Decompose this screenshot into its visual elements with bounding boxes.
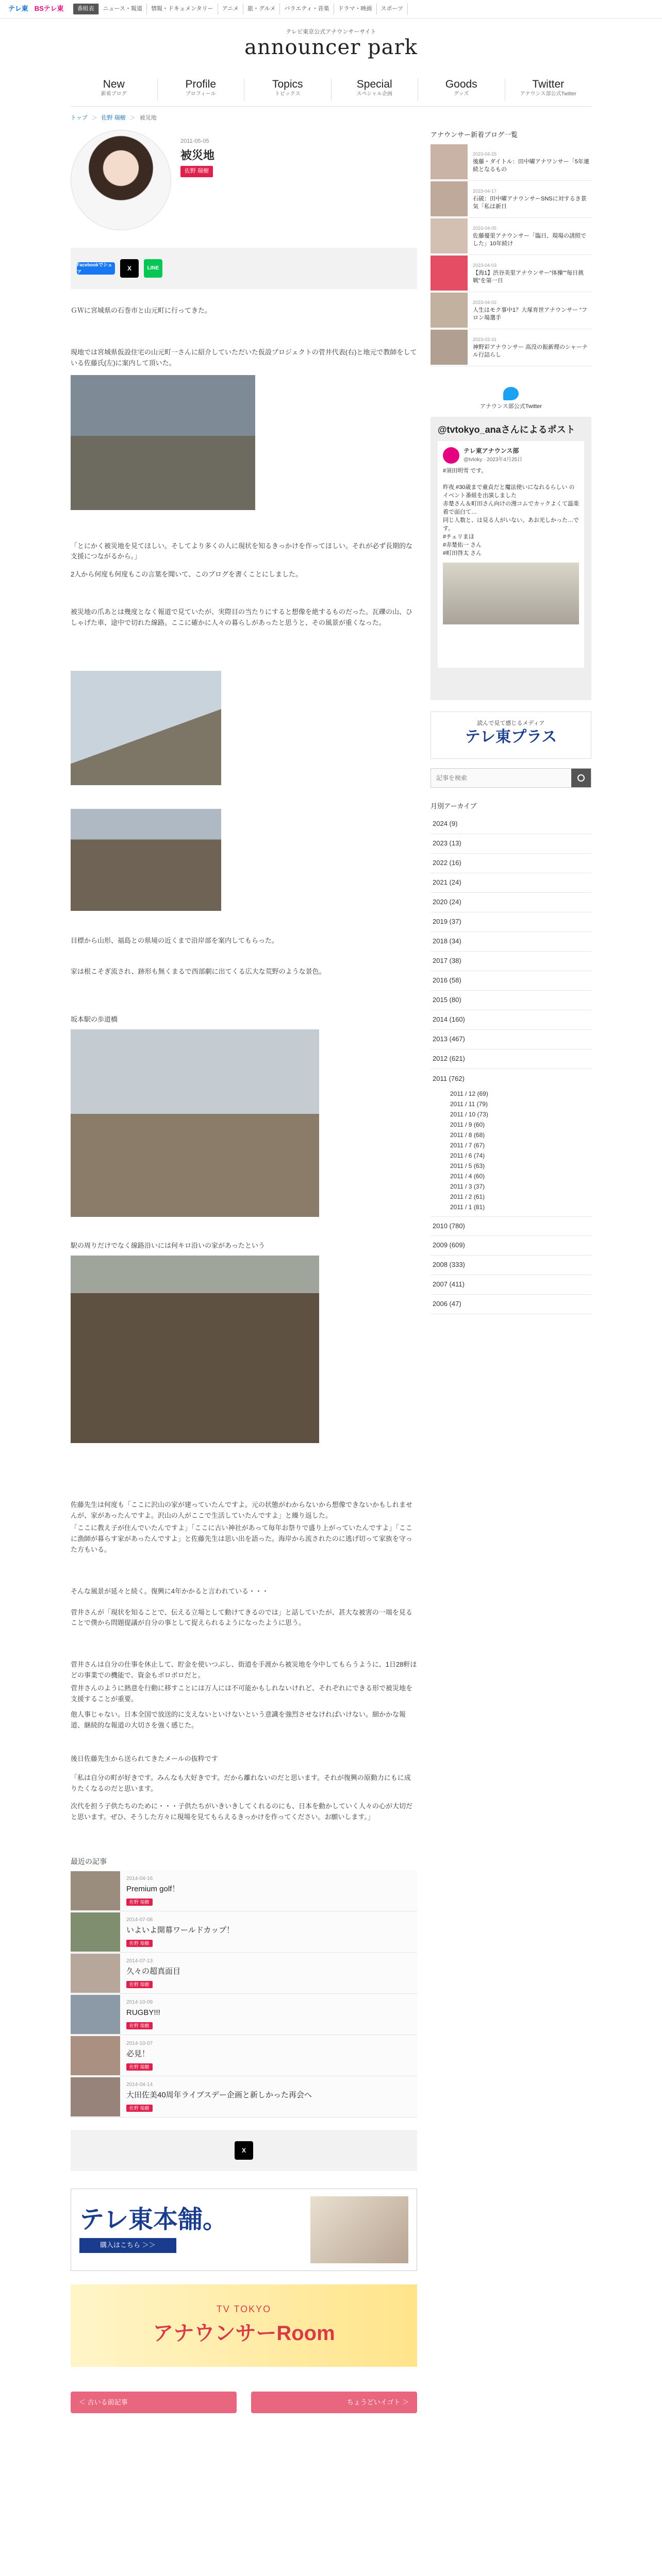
archive-year-label: 2022 (16) (433, 859, 461, 867)
archive-year-label: 2019 (37) (433, 918, 461, 926)
post-paragraph: 他人事じゃない。日本全国で放送的に支えないといけないという意識を強烈させなければいけない。細かかな報道、継続的な報道の大切さを強く感じた。 (71, 1710, 406, 1730)
site-logo[interactable]: announcer park (244, 35, 418, 59)
post-paragraph: 目標から山形、福島との県境の近くまで沿岸部を案内してもらった。 (71, 936, 279, 944)
post-paragraph: ＧＷに宮城県の石巻市と山元町に行ってきた。 (71, 307, 212, 315)
next-post-button[interactable]: ちょうどいイゴト ＞ (251, 2392, 417, 2413)
global-nav (71, 78, 591, 107)
sidebar-new-title: アナウンサー新着ブログ一覧 (431, 131, 518, 139)
top-nav-item[interactable]: アニメ (218, 4, 243, 15)
post-paragraph: 菅井さんのように熱意を行動に移すことには万人には不可能かもしれないけれど、それぞれにできる形で被災地を支援することが重要。 (71, 1684, 413, 1703)
twitter-bird-icon (503, 387, 519, 400)
prev-post-button[interactable]: ＜ 古いる前記事 (71, 2392, 237, 2413)
post-paragraph: 次代を担う子供たちのために・・・子供たちがいきいきしてくれるのにも、日本を動かしていく人々の心が大切だと思います。ぜひ、そうした方々に現場を見てもらえるきっかけを作ってください。お願いします。」 (71, 1802, 413, 1821)
post-paragraph: 菅井さんは自分の仕事を休止して、貯金を使いつぶし、街道を手渡から被災地を今中してもらうように、1日28軒ほどの事業での機能で、資金もボロボロだと。 (71, 1660, 417, 1679)
sidebar-post-thumb (431, 218, 468, 253)
banner-terehon-image (310, 2196, 408, 2263)
archive-title: 月別アーカイブ (431, 802, 477, 810)
search-button[interactable] (571, 769, 591, 787)
archive-month[interactable]: 2011 / 1 (81) (450, 1204, 485, 1211)
sidebar-post-item[interactable] (431, 181, 591, 218)
line-share-button[interactable]: LINE (144, 259, 162, 278)
post-title: 被災地 (180, 148, 215, 162)
tweet-handle: @tvtoky · 2023年4月25日 (464, 457, 523, 463)
sidebar-post-thumb (431, 256, 468, 291)
x-share-button[interactable]: X (120, 259, 139, 278)
archive-year[interactable] (431, 952, 591, 971)
archive-month[interactable]: 2011 / 8 (68) (450, 1131, 485, 1139)
breadcrumb-current: 被災地 (139, 114, 157, 121)
tweet-avatar (443, 447, 459, 464)
archive-year-label: 2010 (780) (433, 1222, 465, 1230)
breadcrumb-top[interactable]: トップ (71, 114, 88, 121)
archive-year[interactable] (431, 971, 591, 991)
archive-year-label: 2015 (80) (433, 996, 461, 1004)
nav-twitter[interactable] (505, 78, 592, 101)
post-header (71, 130, 417, 230)
photo-utility-pole (71, 671, 221, 785)
recent-post-title: 必見！ (126, 2049, 150, 2058)
archive-year-label: 2021 (24) (433, 878, 461, 887)
sidebar-twitter-link[interactable] (431, 387, 591, 412)
top-nav-item[interactable]: 旅・グルメ (243, 4, 280, 15)
nav-new[interactable] (71, 78, 158, 101)
recent-post-item[interactable] (71, 1870, 417, 1911)
archive-year[interactable] (431, 854, 591, 873)
sidebar-post-title: 【海1】渋谷美里アナウンサー“体操”“毎日挑戦”を第一日 (473, 269, 584, 284)
archive-year[interactable] (431, 1275, 591, 1295)
sidebar-post-item[interactable] (431, 144, 591, 181)
recent-post-thumb (71, 1954, 120, 1993)
recent-post-thumb (71, 2036, 120, 2075)
recent-post-item[interactable] (71, 2076, 417, 2117)
post-paragraph: そんな風景が延々と続く。復興に4年かかると言われている・・・ (71, 1587, 269, 1595)
archive-year-label: 2013 (467) (433, 1035, 465, 1043)
breadcrumb-separator: ＞ (129, 114, 136, 121)
archive-year-label: 2008 (333) (433, 1261, 465, 1269)
photo-debris (71, 809, 221, 911)
recent-post-date: 2014-07-13 (126, 1958, 153, 1964)
banner-room-title: アナウンサーRoom (153, 2321, 335, 2345)
archive-month[interactable]: 2011 / 11 (79) (450, 1100, 488, 1108)
photo-caption: 坂本駅の歩道橋 (71, 1015, 118, 1024)
archive-year[interactable] (431, 834, 591, 854)
post-paragraph: 家は根こそぎ流され、跡形も無くまるで西部劇に出てくる広大な荒野のような景色。 (71, 968, 326, 976)
sidebar-post-title: 石破：田中曜アナウンサーSNSに対するき景気「私は新日 (473, 195, 587, 210)
archive-year-open[interactable] (431, 1069, 591, 1089)
sidebar-post-title: 後藤・ダイトル：田中曜アナワンサー「5年連続となるもの (473, 158, 589, 173)
recent-post-tag: 佐野 瑞樹 (126, 2063, 153, 2071)
nav-sublabel: 新着ブログ (101, 91, 127, 97)
recent-post-item[interactable] (71, 2035, 417, 2076)
archive-year-label: 2023 (13) (433, 839, 461, 848)
nav-label: New (103, 78, 125, 90)
tweet-card[interactable] (438, 441, 584, 668)
archive-month[interactable]: 2011 / 2 (61) (450, 1193, 485, 1201)
photo-station-bridge (71, 1029, 319, 1217)
archive-month[interactable]: 2011 / 7 (67) (450, 1142, 485, 1149)
post-paragraph: 現地では宮城県仮設住宅の山元町一さんに紹介していただいた仮設プロジェクトの菅井代表(右)と地元で教師をしている佐藤氏(左)に案内して頂いた。 (71, 348, 417, 367)
breadcrumb-author[interactable]: 佐野 瑞樹 (101, 114, 126, 121)
archive-year[interactable] (431, 1049, 591, 1069)
banner-plus-tagline: 読んで見て感じるメディア (477, 720, 545, 726)
archive-month[interactable]: 2011 / 5 (63) (450, 1162, 485, 1170)
archive-year[interactable] (431, 1236, 591, 1256)
top-nav-item[interactable]: ニュース・報道 (99, 4, 147, 15)
breadcrumb (71, 114, 591, 123)
nav-label: Twitter (532, 78, 565, 90)
archive-year-label: 2014 (160) (433, 1015, 465, 1024)
recent-post-thumb (71, 1871, 120, 1910)
share-bar-bottom (71, 2130, 417, 2171)
archive-year[interactable] (431, 893, 591, 912)
recent-post-thumb (71, 1912, 120, 1952)
recent-post-date: 2014-10-07 (126, 2040, 153, 2046)
archive-year-label: 2009 (609) (433, 1241, 465, 1249)
pager (71, 2392, 417, 2413)
search-form (431, 768, 591, 788)
post-paragraph: 「ここに教え子が住んでいたんですよ」「ここに古い神社があって毎年お祭りで盛り上がっていたんですよ」「ここに漁師が暮らす家があったんですよ」と佐藤先生は思い出を語った。海岸から流されたのに逃げ切って家族を守った方もいる。 (71, 1524, 412, 1553)
archive-month[interactable]: 2011 / 10 (73) (450, 1111, 488, 1118)
sidebar-post-thumb (431, 181, 468, 216)
archive-year-label: 2020 (24) (433, 898, 461, 906)
post-paragraph: 被災地の爪あとは幾度となく報道で見ていたが、実際目の当たりにすると想像を絶するものだった。瓦礫の山、ひしゃげた車、途中で切れた線路。ここに確かに人々の暮らしがあったと思うと、その風景が重くなった。 (71, 607, 413, 626)
nav-special[interactable] (332, 78, 419, 101)
facebook-share-button[interactable]: Facebookでシェア (77, 262, 115, 275)
nav-label: Goods (445, 78, 477, 90)
archive-year[interactable] (431, 932, 591, 952)
sidebar (431, 130, 591, 1314)
top-nav-item[interactable]: バラエティ・音楽 (280, 4, 334, 15)
sidebar-post-date: 2023-04-02 (473, 300, 497, 306)
recent-post-item[interactable] (71, 1953, 417, 1994)
recent-post-title: 久々の超真面目 (126, 1967, 181, 1976)
banner-room-tv: TV TOKYO (216, 2303, 272, 2314)
main-column (71, 130, 417, 2413)
recent-post-thumb (71, 1995, 120, 2034)
archive-year[interactable] (431, 1256, 591, 1275)
bs-tv-tokyo-logo[interactable]: BSテレ東 (34, 5, 64, 13)
top-nav-item[interactable]: ドラマ・映画 (334, 4, 377, 15)
author-avatar (71, 130, 171, 230)
recent-post-title: 大田佐美40周年ライブスデー企画と新しかった再会へ (126, 2090, 312, 2099)
banner-terehon[interactable] (71, 2189, 417, 2271)
recent-post-title: RUGBY!!! (126, 2008, 160, 2017)
archive-month[interactable]: 2011 / 6 (74) (450, 1152, 485, 1160)
top-bar (0, 0, 662, 19)
site-header (0, 19, 662, 63)
sidebar-post-item[interactable] (431, 255, 591, 292)
archive-year[interactable] (431, 1295, 591, 1314)
post-date: 2011-05-05 (180, 138, 209, 145)
sidebar-post-thumb (431, 293, 468, 328)
sidebar-post-date: 2023-04-25 (473, 151, 497, 157)
post-paragraph: 「私は自分の町が好きです。みんなも大好きです。だから離れないのだと思います。それが復興の原動力にもに成りたくなるのだと思います。 (71, 1773, 411, 1792)
archive-year[interactable] (431, 1216, 591, 1236)
photo-guides (71, 375, 255, 510)
archive-month[interactable]: 2011 / 3 (37) (450, 1183, 485, 1191)
sidebar-post-item[interactable] (431, 292, 591, 329)
recent-post-title: いよいよ開幕ワールドカップ！ (126, 1925, 235, 1935)
twitter-embed (431, 417, 591, 700)
archive-year-label: 2024 (9) (433, 820, 458, 828)
recent-post-date: 2014-04-16 (126, 1875, 153, 1882)
sidebar-post-thumb (431, 144, 468, 179)
tv-tokyo-logo[interactable]: テレ東 (8, 5, 28, 13)
archive-year-label: 2011 (762) (433, 1074, 465, 1082)
sidebar-twitter-label: アナウンス部公式Twitter (479, 403, 542, 410)
nav-sublabel: トピックス (275, 91, 301, 97)
nav-profile[interactable] (158, 78, 245, 101)
search-input[interactable] (431, 769, 571, 787)
sidebar-post-title: 人生はモク事中1？大塚育世アナウンサー “フロン場選手 (473, 307, 587, 321)
recent-post-tag: 佐野 瑞樹 (126, 1899, 153, 1906)
recent-post-date: 2014-10-09 (126, 1999, 153, 2005)
recent-post-thumb (71, 2077, 120, 2116)
archive-year-label: 2018 (34) (433, 937, 461, 945)
nav-sublabel: プロフィール (185, 91, 216, 97)
archive-year-label: 2017 (38) (433, 957, 461, 965)
recent-posts (71, 1856, 417, 2117)
recent-post-tag: 佐野 瑞樹 (126, 2105, 153, 2112)
recent-post-date: 2014-04-14 (126, 2081, 153, 2088)
archive-year-label: 2007 (411) (433, 1280, 465, 1289)
archive-month[interactable]: 2011 / 9 (60) (450, 1121, 485, 1129)
banner-announcer-room[interactable] (71, 2284, 417, 2367)
sidebar-post-date: 2023-04-05 (473, 226, 497, 231)
site-subtitle: テレビ東京公式アナウンサーサイト (286, 29, 376, 35)
sidebar-post-date: 2023-04-17 (473, 189, 497, 194)
photo-caption: 駅の周りだけでなく線路沿いには何キロ沿いの家があったという (71, 1241, 265, 1249)
recent-post-item[interactable] (71, 1911, 417, 1953)
sidebar-post-item[interactable] (431, 218, 591, 255)
sidebar-post-date: 2023-04-03 (473, 263, 497, 268)
twitter-embed-title: @tvtokyo_anaさんによるポスト (438, 424, 575, 435)
archive-year[interactable] (431, 991, 591, 1010)
tweet-photo (443, 563, 579, 624)
share-bar (71, 248, 417, 289)
nav-goods[interactable] (418, 78, 505, 101)
tweet-text: #須田明雪 です。 昨夜 #30歳まで童貞だと魔法使いになれるらしい のイベント番組を出演しました 赤楚さん＆町田さん向けの漫コムでカックよくて温楽着で面白て… 同じ人数と、は見る人がいない。あお光しかった…です。 #チェリまほ #赤楚佑一 さん #町田啓太 さん (443, 468, 579, 556)
archive-year-label: 2006 (47) (433, 1300, 461, 1308)
top-nav-item[interactable]: スポーツ (377, 4, 408, 15)
archive-year-label: 2012 (621) (433, 1055, 465, 1063)
post-paragraph: 佐藤先生は何度も「ここに沢山の家が建っていたんですよ。元の状態がわからないから想像できないかもしれませんが、家があったんですよ。沢山の人がここで生活していたんですよ」と繰り返した。 (71, 1500, 413, 1519)
post-paragraph: 2人から何度も何度もこの言葉を聞いて、このブログを書くことにしました。 (71, 570, 302, 579)
archive (431, 801, 591, 1315)
archive-month[interactable]: 2011 / 4 (60) (450, 1173, 485, 1180)
nav-sublabel: スペシャル企画 (356, 91, 393, 97)
nav-sublabel: アナウンス部公式Twitter (520, 91, 576, 97)
archive-year[interactable] (431, 815, 591, 834)
sidebar-post-title: 神野彩アナウンサー 高没の振新理のシャーナル行詰らし (473, 344, 588, 358)
post-paragraph: 「とにかく被災地を見てほしい。そしてより多くの人に現状を知るきっかけを作ってほしい。それが必ず長期的な支援につながるから。」 (71, 541, 413, 561)
recent-posts-title: 最近の記事 (71, 1857, 107, 1866)
banner-terehon-button: 購入はこちら ＞＞ (79, 2238, 176, 2253)
nav-topics[interactable] (244, 78, 332, 101)
tweet-author: テレ東アナウンス部 (464, 447, 519, 454)
recent-post-title: Premium golf！ (126, 1884, 180, 1893)
recent-post-tag: 佐野 瑞樹 (126, 1940, 153, 1947)
archive-year[interactable] (431, 873, 591, 893)
recent-post-date: 2014-07-08 (126, 1917, 153, 1923)
post-paragraph: 後日佐藤先生から送られてきたメールの抜粋です (71, 1754, 218, 1762)
sidebar-post-thumb (431, 330, 468, 365)
x-share-button[interactable]: X (235, 2141, 253, 2160)
archive-month[interactable]: 2011 / 12 (69) (450, 1090, 488, 1098)
breadcrumb-separator: ＞ (91, 114, 97, 121)
archive-year-label: 2016 (58) (433, 976, 461, 985)
top-nav (73, 4, 408, 15)
top-nav-item[interactable]: 情報・ドキュメンタリー (147, 4, 218, 15)
recent-post-tag: 佐野 瑞樹 (126, 2022, 153, 2029)
top-nav-item[interactable]: 番組表 (73, 4, 99, 15)
archive-year[interactable] (431, 1010, 591, 1030)
sidebar-post-date: 2023-03-31 (473, 337, 497, 343)
author-tag[interactable]: 佐野 瑞樹 (180, 166, 213, 177)
archive-year[interactable] (431, 1030, 591, 1049)
nav-sublabel: グッズ (454, 91, 469, 97)
nav-label: Topics (272, 78, 303, 90)
recent-post-item[interactable] (71, 1994, 417, 2035)
banner-terehon-title: テレ東本舗。 (79, 2206, 228, 2234)
sidebar-post-item[interactable] (431, 329, 591, 366)
post-body (71, 306, 417, 1823)
recent-post-tag: 佐野 瑞樹 (126, 1981, 153, 1988)
photo-railway (71, 1256, 319, 1443)
nav-label: Profile (185, 78, 217, 90)
banner-plus-title: テレ東プラス (465, 728, 557, 746)
archive-year[interactable] (431, 912, 591, 932)
banner-terepuls[interactable] (431, 711, 591, 759)
nav-label: Special (356, 78, 392, 90)
sidebar-post-title: 佐藤優里アナウンサー「臨日、現場の誘照でした」10年続け (473, 232, 586, 247)
search-icon (577, 774, 585, 782)
post-paragraph: 菅井さんが「現状を知ることで、伝える立場として動けてきるのでは」と話していたが、甚大な被害の一端を見ることで僕から問題提議が自分の事として捉えられるようになったように思う。 (71, 1608, 412, 1627)
